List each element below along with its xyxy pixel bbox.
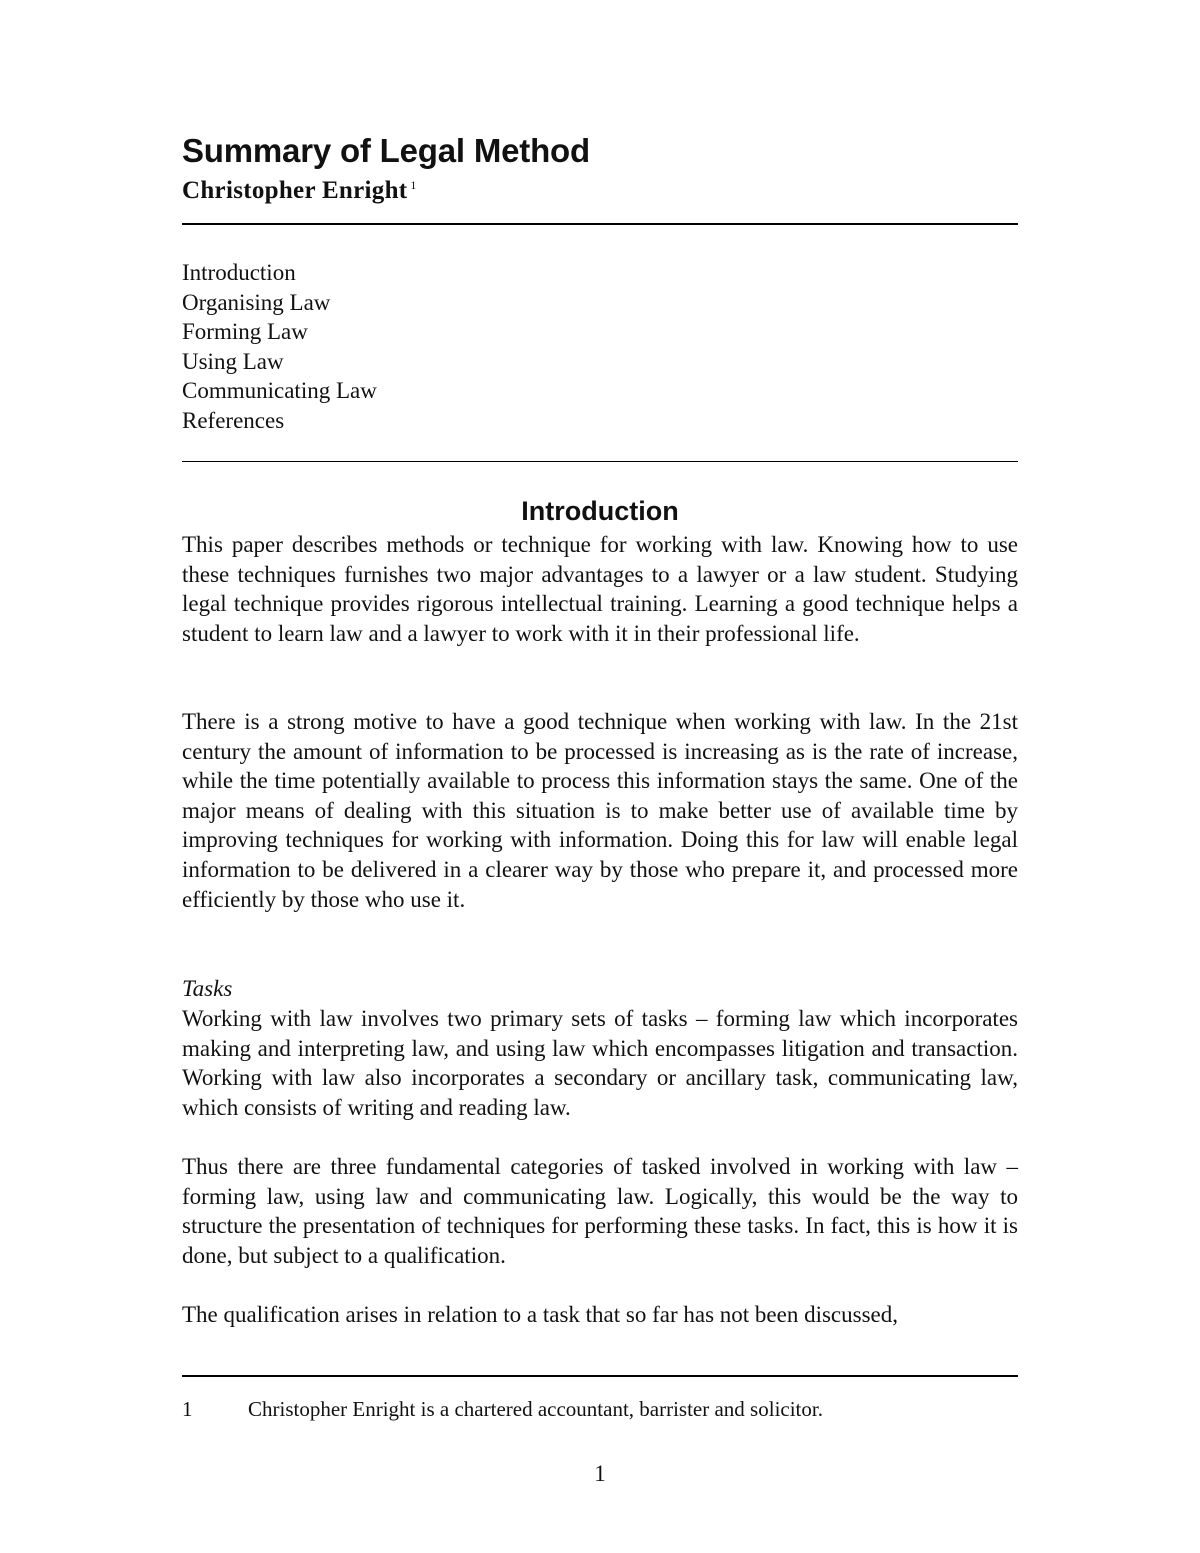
author-line [182,170,417,206]
paragraph: Thus there are three fundamental categories of tasked involved in working with law – forming law, using law and communicating law. Logically, this would be the way to structure the presentation of techniques for performing these tasks. In fact, this is how it is done, but subject to a qualification. [182,1154,1018,1268]
toc-item-references: References [182,407,285,433]
paragraph: There is a strong motive to have a good technique when working with law. In the 21st century the amount of information to be processed is increasing as is the rate of increase, while the time potentially available to process this information stays the same. One of the major means of dealing with this situation is to make better use of available time by improving techniques for working with information. Doing this for law will enable legal information to be delivered in a clearer way by those who prepare it, and processed more efficiently by those who use it. [182,709,1018,912]
paragraph: This paper describes methods or technique for working with law. Knowing how to use these techniques furnishes two major advantages to a lawyer or a law student. Studying legal technique provides rigorous intellectual training. Learning a good technique helps a student to learn law and a lawyer to work with it in their professional life. [182,532,1018,646]
footnote-number: 1 [182,1397,193,1421]
section-heading-introduction: Introduction [521,496,679,526]
toc-item-organising-law: Organising Law [182,289,331,315]
toc-item-introduction: Introduction [182,260,296,285]
footnote-reference-marker[interactable]: 1 [410,178,417,192]
toc-item-communicating-law: Communicating Law [182,378,377,404]
table-of-contents [182,258,377,436]
footnote [182,1395,823,1423]
footnote-divider [182,1375,1018,1377]
page-number: 1 [594,1461,606,1486]
paragraph: The qualification arises in relation to a task that so far has not been discussed, [182,1302,898,1327]
toc-divider [182,461,1018,462]
header-divider [182,223,1018,225]
subheading-tasks: Tasks [182,976,233,1001]
document-title: Summary of Legal Method [182,132,590,169]
toc-item-forming-law: Forming Law [182,319,308,345]
author-name: Christopher Enright [182,177,408,204]
footnote-text: Christopher Enright is a chartered accountant, barrister and solicitor. [248,1397,823,1421]
toc-item-using-law: Using Law [182,348,284,374]
paragraph: Working with law involves two primary sets of tasks – forming law which incorporates making and interpreting law, and using law which encompasses litigation and transaction. Working with law also incorporates a secondary or ancillary task, communicating law, which consists of writing and reading law. [182,1006,1018,1120]
